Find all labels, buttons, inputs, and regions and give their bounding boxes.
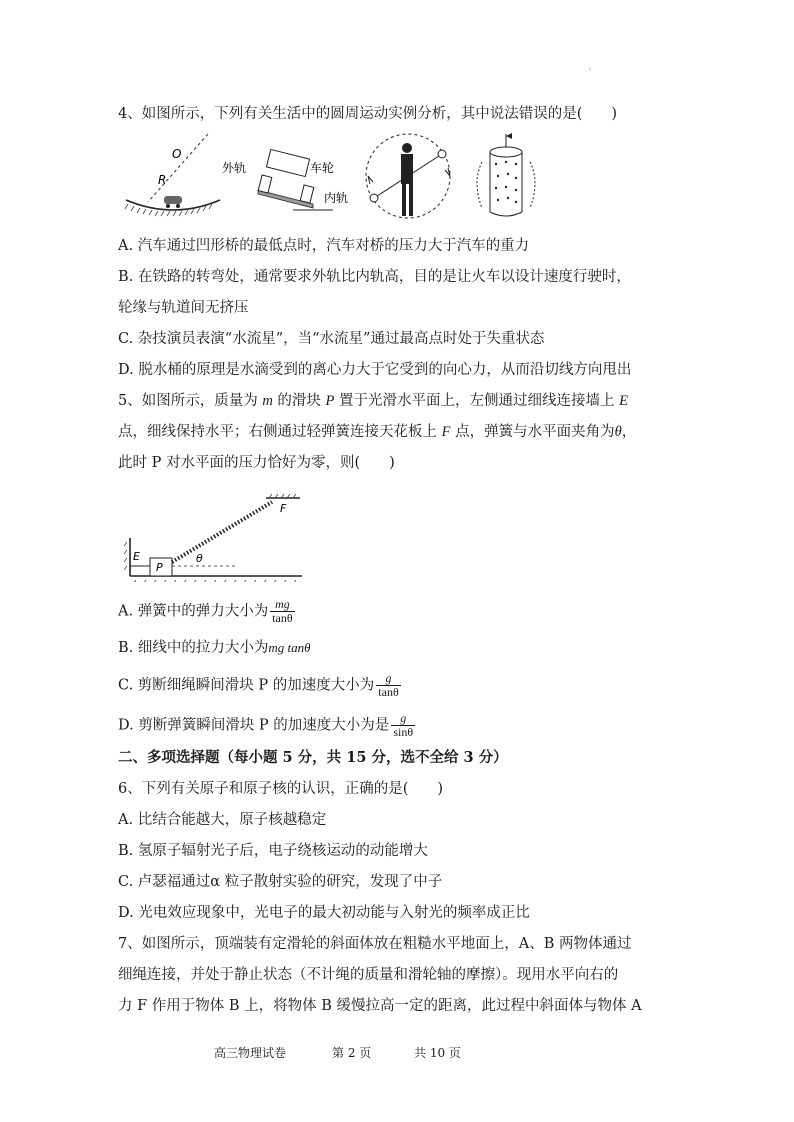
q5-stem-line2: 点，细线保持水平；右侧通过轻弹簧连接天花板上 F 点，弹簧与水平面夹角为θ，: [118, 424, 637, 440]
q7-stem-line3: 力 F 作用于物体 B 上，将物体 B 缓慢拉高一定的距离，此过程中斜面体与物体 A: [118, 998, 642, 1014]
label-f: F: [280, 502, 287, 515]
label-theta: θ: [196, 552, 203, 565]
label-outer-rail: 外轨: [222, 161, 247, 175]
label-inner-rail: 内轨: [324, 191, 349, 205]
corner-mark: 、: [588, 62, 598, 73]
q6-option-b: B. 氢原子辐射光子后，电子绕核运动的动能增大: [118, 843, 428, 859]
q5-stem-line3: 此时 P 对水平面的压力恰好为零，则( ): [118, 455, 395, 471]
label-e: E: [133, 550, 140, 563]
q4-figure: [118, 132, 548, 224]
q4-option-b-line1: B. 在铁路的转弯处，通常要求外轨比内轨高，目的是让火车以设计速度行驶时，: [118, 269, 631, 285]
railway-diagram: [222, 149, 348, 210]
footer-total-pages: 共 10 页: [414, 1046, 461, 1060]
label-p: P: [156, 561, 163, 574]
q5-option-a: A. 弹簧中的弹力大小为 $\frac{mg}{\tan\theta}$: [118, 597, 293, 625]
label-wheel: 车轮: [310, 161, 335, 175]
q7-stem-line2: 细绳连接，并处于静止状态（不计绳的质量和滑轮轴的摩擦）。现用水平向右的: [118, 967, 619, 983]
q6-option-d: D. 光电效应现象中，光电子的最大初动能与入射光的频率成正比: [118, 905, 530, 921]
q5-option-b: B. 细线中的拉力大小为mg tanθ: [118, 640, 311, 656]
label-r: R: [158, 173, 167, 187]
q5-option-c: C. 剪断细绳瞬间滑块 P 的加速度大小为 $\frac{g}{\tan\theta}$: [118, 671, 399, 699]
footer-page-number: 第 2 页: [332, 1046, 372, 1060]
q4-option-b-line2: 轮缘与轨道间无挤压: [118, 300, 249, 316]
concave-bridge-diagram: [125, 134, 220, 216]
q6-option-c: C. 卢瑟福通过α 粒子散射实验的研究，发现了中子: [118, 874, 443, 890]
q6-option-a: A. 比结合能越大，原子核越稳定: [118, 812, 327, 828]
q4-stem: 4、如图所示，下列有关生活中的圆周运动实例分析，其中说法错误的是( ): [118, 106, 618, 122]
section-2-heading: 二、多项选择题（每小题 5 分，共 15 分，选不全给 3 分）: [118, 749, 508, 766]
water-meteor-diagram: [366, 134, 450, 218]
spin-dryer-diagram: [477, 133, 535, 216]
q4-option-c: C. 杂技演员表演“水流星”，当“水流星”通过最高点时处于失重状态: [118, 331, 545, 347]
q4-option-a: A. 汽车通过凹形桥的最低点时，汽车对桥的压力大于汽车的重力: [118, 238, 530, 254]
q7-stem-line1: 7、如图所示，顶端装有定滑轮的斜面体放在粗糙水平地面上，A、B 两物体通过: [118, 936, 632, 952]
q4-option-d: D. 脱水桶的原理是水滴受到的离心力大于它受到的向心力，从而沿切线方向甩出: [118, 362, 632, 378]
footer-exam-name: 高三物理试卷: [214, 1046, 287, 1060]
q5-stem-line1: 5、如图所示，质量为 m 的滑块 P 置于光滑水平面上，左侧通过细线连接墙上 E: [118, 393, 628, 409]
q6-stem: 6、下列有关原子和原子核的认识，正确的是( ): [118, 781, 444, 797]
q5-figure: [124, 490, 314, 582]
label-o: O: [172, 147, 182, 161]
q5-option-d: D. 剪断弹簧瞬间滑块 P 的加速度大小为是 $\frac{g}{\sin\theta}$: [118, 711, 414, 739]
